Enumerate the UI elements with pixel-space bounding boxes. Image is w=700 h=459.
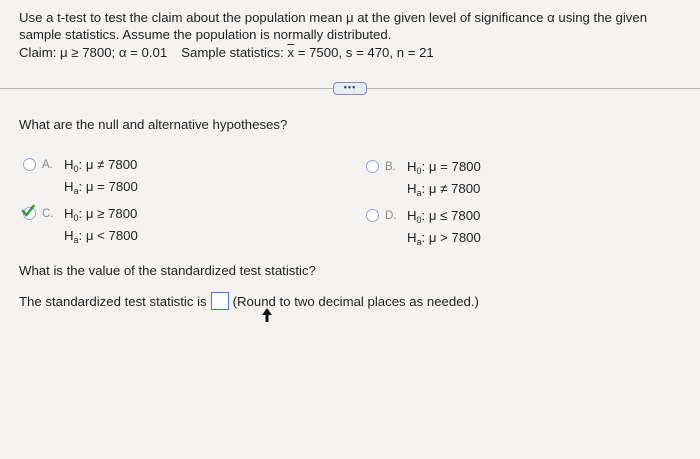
radio-option-b[interactable] [366, 160, 379, 173]
ha-text: : μ > 7800 [421, 230, 481, 245]
more-info-button[interactable]: ••• [333, 82, 367, 95]
answer-suffix: (Round to two decimal places as needed.) [232, 293, 479, 309]
ha-text: : μ ≠ 7800 [421, 181, 481, 196]
question-test-statistic: What is the value of the standardized test statistic? [19, 263, 316, 278]
option-c[interactable] [23, 205, 138, 249]
option-letter: C. [42, 208, 54, 220]
sample-values: = 7500, s = 470, n = 21 [294, 45, 434, 60]
option-b[interactable] [366, 158, 481, 202]
mouse-cursor-icon [262, 308, 272, 322]
h0-text: : μ ≤ 7800 [421, 208, 481, 223]
radio-option-d[interactable] [366, 209, 379, 222]
test-statistic-input[interactable] [211, 292, 229, 310]
option-letter: B. [385, 161, 396, 173]
ha-text: : μ < 7800 [78, 228, 138, 243]
option-a[interactable] [23, 156, 138, 200]
option-d[interactable] [366, 207, 481, 251]
answer-line [19, 292, 479, 310]
checkmark-icon [21, 204, 35, 218]
h0-text: : μ ≥ 7800 [78, 206, 138, 221]
radio-option-c[interactable] [23, 207, 36, 220]
option-letter: D. [385, 210, 397, 222]
hypotheses-c: $H_0$: μ ≥ 7800 $H_a$: μ < 7800 [64, 206, 138, 245]
question-hypotheses: What are the null and alternative hypotheses? [19, 117, 288, 132]
hypotheses-a: $H_0$: μ ≠ 7800 $H_a$: μ = 7800 [64, 157, 138, 196]
answer-prefix: The standardized test statistic is [19, 293, 207, 309]
radio-option-a[interactable] [23, 158, 36, 171]
xbar-symbol: $\overline{x}$ [287, 45, 295, 60]
claim-text: Claim: μ ≥ 7800; α = 0.01 [19, 45, 168, 60]
sample-prefix: Sample statistics: [181, 45, 288, 60]
claim-line [19, 44, 434, 61]
h0-text: : μ = 7800 [421, 159, 481, 174]
h0-text: : μ ≠ 7800 [78, 157, 138, 172]
ha-text: : μ = 7800 [78, 179, 138, 194]
hypotheses-b: $H_0$: μ = 7800 $H_a$: μ ≠ 7800 [407, 159, 481, 198]
hypotheses-d: $H_0$: μ ≤ 7800 $H_a$: μ > 7800 [407, 208, 481, 247]
problem-statement: Use a t-test to test the claim about the population mean μ at the given level of significance α using the given sample statistics. Assume the population is normally distributed. [19, 10, 648, 42]
option-letter: A. [42, 159, 53, 171]
